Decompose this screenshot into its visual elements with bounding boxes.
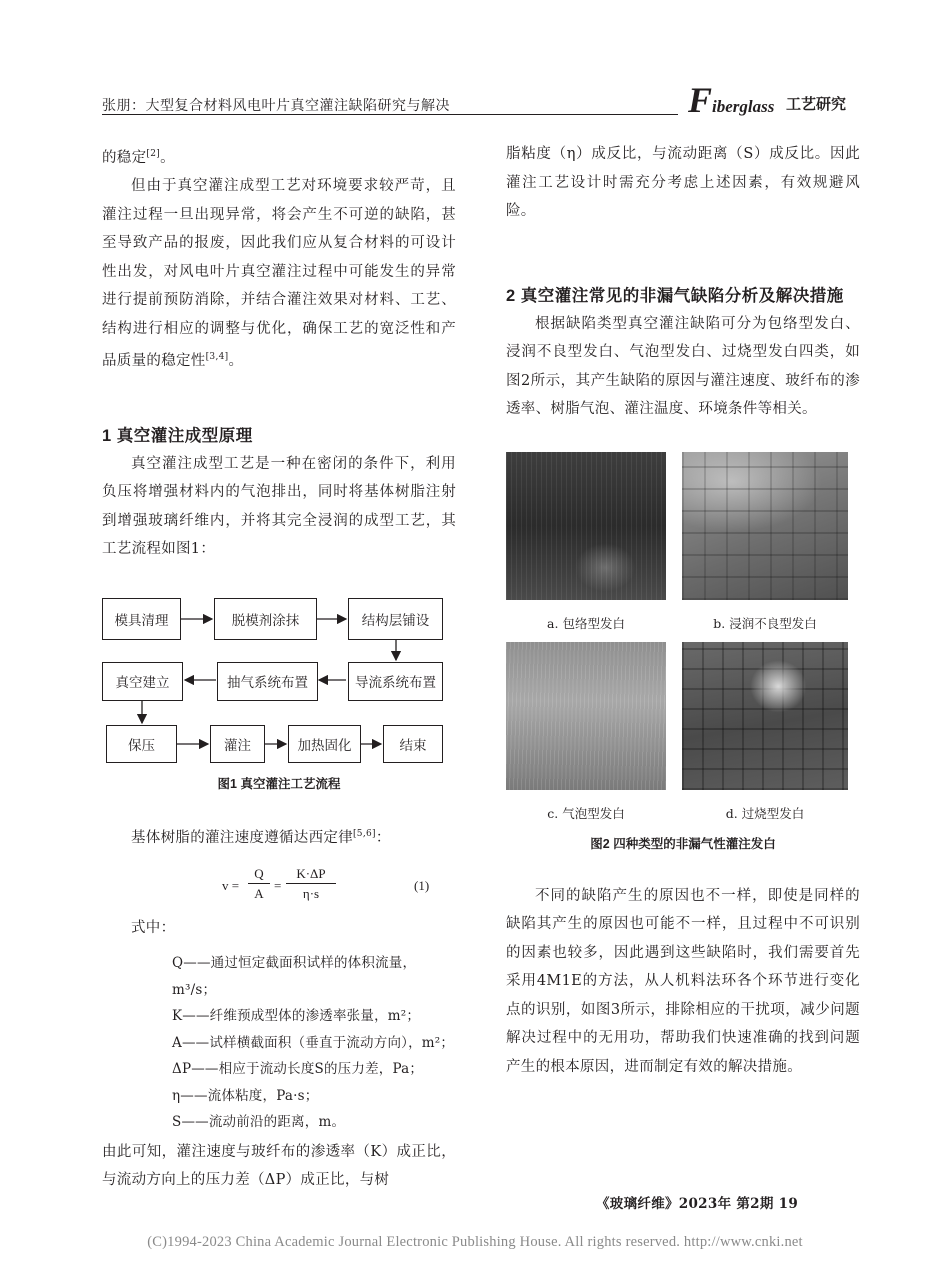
flow-step-layup: 结构层铺设 xyxy=(348,598,443,640)
photo-caption-d: d. 过烧型发白 xyxy=(725,805,805,821)
header-rule xyxy=(102,114,678,115)
flow-step-vacuum-system: 抽气系统布置 xyxy=(217,662,318,701)
figure-1-caption: 图1 真空灌注工艺流程 xyxy=(217,776,341,791)
photo-caption-a: a. 包络型发白 xyxy=(547,615,625,631)
citation-ref: [5,6] xyxy=(353,828,376,839)
page-footer: 《玻璃纤维》2023年 第2期 19 xyxy=(596,1196,799,1212)
formula-fraction-2: $\frac{K\cdot\Delta P}{\eta\cdot s}$ xyxy=(286,866,336,902)
section-2-title: 2 真空灌注常见的非漏气缺陷分析及解决措施 xyxy=(506,286,844,305)
definition-k: K——纤维预成型体的渗透率张量，m²； xyxy=(172,1008,421,1025)
section-label: 工艺研究 xyxy=(786,96,847,113)
paragraph-conclusion-start: 由此可知，灌注速度与玻纤布的渗透率（K）成正比，与流动方向上的压力差（ΔP）成正比，与树 xyxy=(102,1143,456,1189)
paragraph-continued: 的稳定[2]。 xyxy=(102,149,175,166)
formula-where: 式中： xyxy=(131,919,176,936)
darcy-formula xyxy=(102,862,456,914)
paragraph-4m1e: 不同的缺陷产生的原因也不一样，即使是同样的缺陷其产生的原因也可能不一样，且过程中不可识别的因素也较多，因此遇到这些缺陷时，我们需要首先采用4M1E的方法，从人机料法环各个环节进行变化点的识别，如图3所示，排除相应的干扰项，减少问题解决过程中的无用功，帮助我们快速准确的找到问题产生的根本原因，进而制定有效的解决措施。 xyxy=(506,887,860,1075)
flow-step-flow-system: 导流系统布置 xyxy=(348,662,443,701)
photo-bubble-whitening xyxy=(506,642,666,790)
paragraph-principle: 真空灌注成型工艺是一种在密闭的条件下，利用负压将增强材料内的气泡排出，同时将基体树脂注射到增强玻璃纤维内，并将其完全浸润的成型工艺，其工艺流程如图1： xyxy=(102,455,456,558)
photo-poor-wetting-whitening xyxy=(682,452,848,600)
paragraph-intro: 但由于真空灌注成型工艺对环境要求较严苛，且灌注过程一旦出现异常，将会产生不可逆的缺陷，甚至导致产品的报废，因此我们应从复合材料的可设计性出发，对风电叶片真空灌注过程中可能发生的异常进行提前预防消除，并结合灌注效果对材料、工艺、结构进行相应的调整与优化，确保工艺的宽泛性和产品质量的稳定性[3,4]。 xyxy=(102,178,456,370)
copyright-notice: (C)1994-2023 China Academic Journal Electronic Publishing House. All rights reserved. http://www.cnki.net xyxy=(147,1234,803,1250)
section-1-title: 1 真空灌注成型原理 xyxy=(102,426,253,445)
process-flowchart xyxy=(102,598,456,766)
flow-step-hold-pressure: 保压 xyxy=(106,725,177,763)
definition-dp: ΔP——相应于流动长度S的压力差，Pa； xyxy=(172,1061,424,1078)
formula-definitions xyxy=(102,950,456,1136)
flow-step-end: 结束 xyxy=(383,725,443,763)
citation-ref: [2] xyxy=(146,149,161,159)
flow-step-infusion: 灌注 xyxy=(210,725,265,763)
left-column xyxy=(102,140,456,1195)
flow-step-vacuum-build: 真空建立 xyxy=(102,662,183,701)
photo-overburn-whitening xyxy=(682,642,848,790)
paragraph-defect-types: 根据缺陷类型真空灌注缺陷可分为包络型发白、浸润不良型发白、气泡型发白、过烧型发白四类，如图2所示，其产生缺陷的原因与灌注速度、玻纤布的渗透率、树脂气泡、灌注温度、环境条件等相关。 xyxy=(506,315,860,417)
definition-q: Q——通过恒定截面积试样的体积流量，m³/s； xyxy=(172,955,417,998)
definition-eta: η——流体粘度，Pa·s； xyxy=(172,1087,319,1104)
flow-step-mold-cleaning: 模具清理 xyxy=(102,598,181,640)
definition-a: A——试样横截面积（垂直于流动方向），m²； xyxy=(172,1034,455,1051)
formula-equals: = xyxy=(274,877,282,893)
right-column xyxy=(506,140,860,1081)
paragraph-conclusion-end: 脂粘度（η）成反比，与流动距离（S）成反比。因此灌注工艺设计时需充分考虑上述因素，有效规避风险。 xyxy=(506,146,860,219)
formula-number: (1) xyxy=(414,877,430,893)
figure-2-caption: 图2 四种类型的非漏气性灌注发白 xyxy=(590,836,776,851)
photo-envelope-whitening xyxy=(506,452,666,600)
flow-step-heat-cure: 加热固化 xyxy=(288,725,361,763)
definition-s: S——流动前沿的距离，m。 xyxy=(172,1114,346,1131)
formula-fraction-1: $\frac{Q}{A}$ xyxy=(248,866,270,902)
flow-step-release-agent: 脱模剂涂抹 xyxy=(214,598,317,640)
paragraph-darcy: 基体树脂的灌注速度遵循达西定律[5,6]： xyxy=(131,828,391,846)
photo-caption-c: c. 气泡型发白 xyxy=(547,805,625,821)
logo-text: iberglass xyxy=(712,97,775,116)
journal-logo xyxy=(688,82,774,118)
formula-lhs: v = xyxy=(222,877,240,893)
photo-caption-b: b. 浸润不良型发白 xyxy=(713,615,817,631)
logo-initial: F xyxy=(688,80,713,120)
defect-photo-grid xyxy=(506,452,860,822)
running-header-title: 张朋：大型复合材料风电叶片真空灌注缺陷研究与解决 xyxy=(102,98,450,114)
citation-ref: [3,4] xyxy=(205,352,229,363)
